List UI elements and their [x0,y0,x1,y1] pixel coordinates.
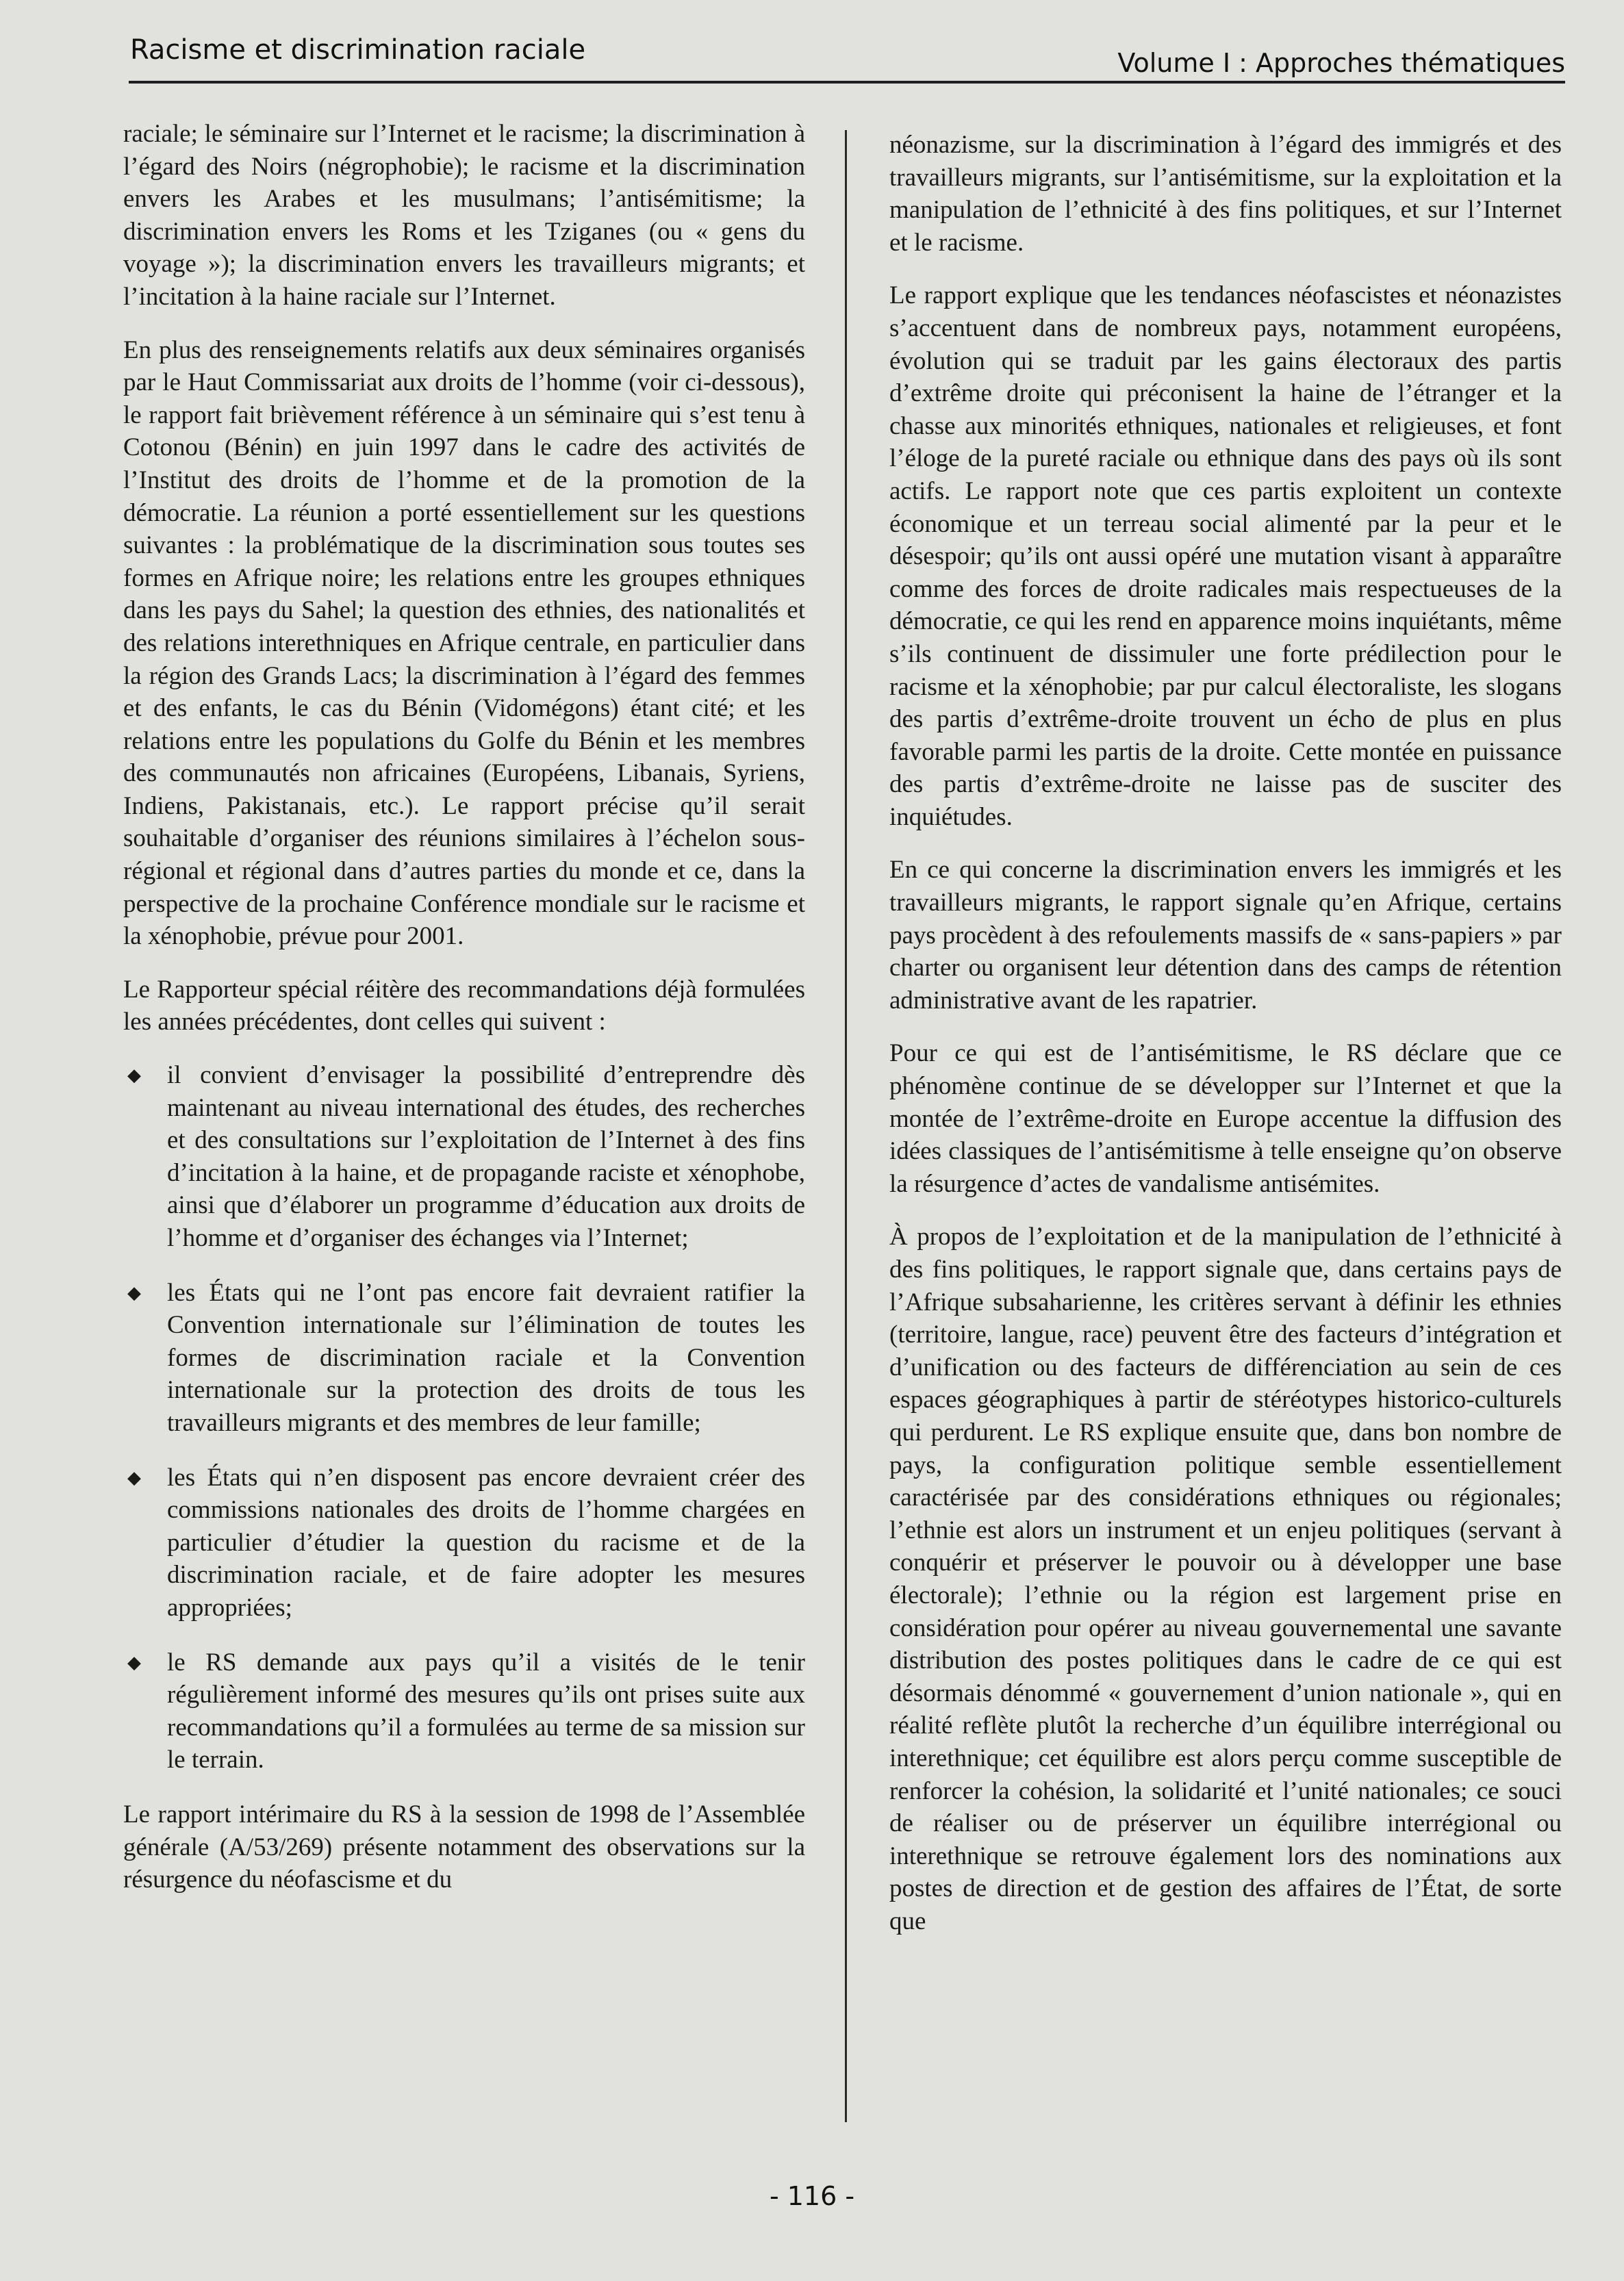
diamond-bullet-icon: ◆ [127,1652,141,1672]
paragraph: néonazisme, sur la discrimination à l’égard des immigrés et des travailleurs migrants, sur l’antisémitisme, sur la exploitation et la manipulation de l’ethnicité à des fins politiques, et sur l’Internet et le racisme. [889,131,1562,257]
diamond-bullet-icon: ◆ [127,1467,141,1488]
running-header-title: Racisme et discrimination raciale [130,34,586,66]
paragraph: raciale; le séminaire sur l’Internet et le racisme; la discrimination à l’égard des Noirs (négrophobie); le racisme et la discrimination envers les Arabes et les musulmans; l’antisémitisme; la discrimination envers les Roms et les Tziganes (ou « gens du voyage »); la discrimination envers les travailleurs migrants; et l’incitation à la haine raciale sur l’Internet. [123,120,805,311]
recommendations-list [123,1059,805,1776]
paragraph: À propos de l’exploitation et de la manipulation de l’ethnicité à des fins politiques, le rapport signale que, dans certains pays de l’Afrique subsaharienne, les critères servant à définir les ethnies (territoire, langue, race) peuvent être des facteurs d’intégration et d’unification ou des facteurs de différenciation au sein de ces espaces géographiques à partir de stéréotypes historico-culturels qui perdurent. Le RS explique ensuite que, dans bon nombre de pays, la configuration politique semble essentiellement caractérisée par des considérations ethniques ou régionales; l’ethnie est alors un instrument et un enjeu politiques (servant à conquérir et préserver le pouvoir ou à développer une base électorale); l’ethnie ou la région est largement prise en considération pour opérer au niveau gouvernemental une savante distribution des postes politiques dans le cadre de ce qui est désormais dénommé « gouvernement d’union nationale », qui en réalité reflète plutôt la recherche d’un équilibre interrégional ou interethnique; cet équilibre est alors perçu comme susceptible de renforcer la cohésion, la solidarité et l’unité nationales; ce souci de réaliser ou de préserver un équilibre interrégional ou interethnique se retrouve également lors des nominations aux postes de direction et de gestion des affaires de l’État, de sorte que [889,1223,1562,1935]
paragraph: Le rapport intérimaire du RS à la session de 1998 de l’Assemblée générale (A/53/269) présente notamment des observations sur la résurgence du néofascisme et du [123,1800,805,1894]
list-item-text: il convient d’envisager la possibilité d’entreprendre dès maintenant au niveau international des études, des recherches et des consultations sur l’exploitation de l’Internet à des fins d’incitation à la haine, et de propagande raciste et xénophobe, ainsi que d’élaborer un programme d’éducation aux droits de l’homme et d’organiser des échanges via l’Internet; [167,1061,805,1252]
running-header-volume: Volume I : Approches thématiques [1117,48,1565,78]
list-item-text: les États qui ne l’ont pas encore fait devraient ratifier la Convention internationale sur l’élimination de toutes les formes de discrimination raciale et la Convention internationale sur la protection des droits de tous les travailleurs migrants et des membres de leur famille; [167,1278,805,1437]
list-item [123,1277,805,1440]
diamond-bullet-icon: ◆ [127,1065,141,1086]
list-item [123,1462,805,1624]
column-divider [845,130,847,2122]
paragraph: En plus des renseignements relatifs aux deux séminaires organisés par le Haut Commissariat aux droits de l’homme (voir ci-dessous), le rapport fait brièvement référence à un séminaire qui s’est tenu à Cotonou (Bénin) en juin 1997 dans le cadre des activités de l’Institut des droits de l’homme et de la promotion de la démocratie. La réunion a porté essentiellement sur les questions suivantes : la problématique de la discrimination sous toutes ses formes en Afrique noire; les relations entre les groupes ethniques dans les pays du Sahel; la question des ethnies, des nationalités et des relations interethniques en Afrique centrale, en particulier dans la région des Grands Lacs; la discrimination à l’égard des femmes et des enfants, le cas du Bénin (Vidomégons) étant cité; et les relations entre les populations du Golfe du Bénin et les membres des communautés non africaines (Européens, Libanais, Syriens, Indiens, Pakistanais, etc.). Le rapport précise qu’il serait souhaitable d’organiser des réunions similaires à l’échelon sous-régional et régional dans d’autres parties du monde et ce, dans la perspective de la prochaine Conférence mondiale sur le racisme et la xénophobie, prévue pour 2001. [123,335,805,951]
list-item [123,1646,805,1776]
paragraph: Le Rapporteur spécial réitère des recommandations déjà formulées les années précédentes, dont celles qui suivent : [123,975,805,1036]
page-number: - 116 - [769,2181,855,2211]
list-item [123,1059,805,1255]
right-column [889,129,1562,1937]
list-item-text: les États qui n’en disposent pas encore devraient créer des commissions nationales des droits de l’homme chargées en particulier d’étudier la question du racisme et de la discrimination raciale, et de faire adopter les mesures appropriées; [167,1463,805,1622]
paragraph: Le rapport explique que les tendances néofascistes et néonazistes s’accentuent dans de nombreux pays, notamment européens, évolution qui se traduit par les gains électoraux des partis d’extrême droite qui préconisent la haine de l’étranger et la chasse aux minorités ethniques, nationales et religieuses, et font l’éloge de la pureté raciale ou ethnique dans des pays où ils sont actifs. Le rapport note que ces partis exploitent un contexte économique et un terreau social alimenté par la peur et le désespoir; qu’ils ont aussi opéré une mutation visant à apparaître comme des forces de droite radicales mais respectueuses de la démocratie, ce qui les rend en apparence moins inquiétants, même s’ils continuent de dissimuler une forte prédilection pour le racisme et la xénophobie; par pur calcul électoraliste, les slogans des partis d’extrême-droite trouvent un écho de plus en plus favorable parmi les partis de la droite. Cette montée en puissance des partis d’extrême-droite ne laisse pas de susciter des inquiétudes. [889,281,1562,831]
list-item-text: le RS demande aux pays qu’il a visités de le tenir régulièrement informé des mesures qu’ils ont prises suite aux recommandations qu’il a formulées au terme de sa mission sur le terrain. [167,1648,805,1774]
header-rule [129,81,1565,84]
left-column [123,118,805,1896]
paragraph: En ce qui concerne la discrimination envers les immigrés et les travailleurs migrants, le rapport signale qu’en Afrique, certains pays procèdent à des refoulements massifs de « sans-papiers » par charter ou organisent leur détention dans des camps de rétention administrative avant de les rapatrier. [889,856,1562,1015]
diamond-bullet-icon: ◆ [127,1282,141,1303]
paragraph: Pour ce qui est de l’antisémitisme, le RS déclare que ce phénomène continue de se développer sur l’Internet et que la montée de l’extrême-droite en Europe accentue la diffusion des idées classiques de l’antisémitisme à telle enseigne qu’on observe la résurgence d’actes de vandalisme antisémites. [889,1039,1562,1198]
